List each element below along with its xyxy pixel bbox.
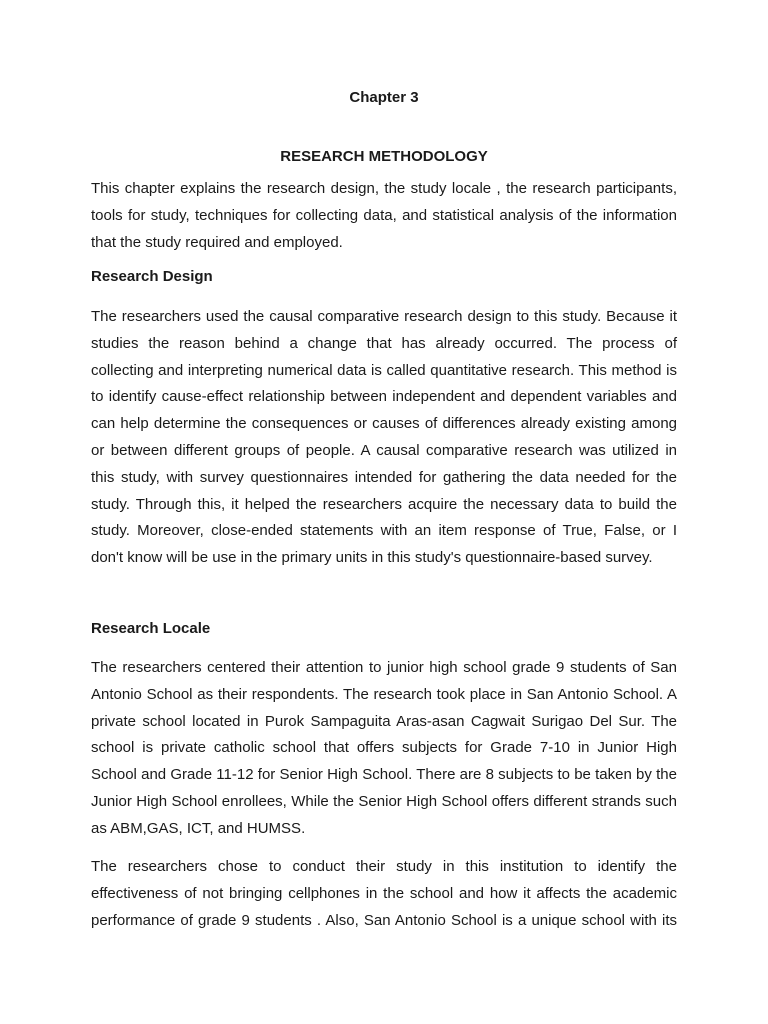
text-line: tools for study, techniques for collecting data, and statistical analysis of the information bbox=[91, 206, 677, 224]
text-line: School and Grade 11-12 for Senior High School. There are 8 subjects to be taken by the bbox=[91, 766, 677, 784]
page-title: RESEARCH METHODOLOGY bbox=[280, 148, 488, 165]
research-locale-paragraph bbox=[91, 655, 677, 843]
text-line: The researchers used the causal comparative research design to this study. Because it bbox=[91, 308, 677, 325]
text-line: don't know will be use in the primary units in this study's questionnaire-based survey. bbox=[91, 549, 653, 567]
text-line: Junior High School enrollees, While the Senior High School offers different strands such bbox=[91, 792, 677, 810]
text-line: study. Moreover, close-ended statements with an item response of True, False, or I bbox=[91, 522, 677, 540]
text-line: effectiveness of not bringing cellphones in the school and how it affects the academic bbox=[91, 884, 677, 902]
text-line: school is private catholic school that offers subjects for Grade 7-10 in Junior High bbox=[91, 739, 677, 757]
text-line: or between different groups of people. A causal comparative research was utilized in bbox=[91, 441, 677, 459]
text-line: collecting and interpreting numerical data is called quantitative research. This method is bbox=[91, 361, 677, 379]
text-line: that the study required and employed. bbox=[91, 233, 343, 251]
text-line: Antonio School as their respondents. The research took place in San Antonio School. A bbox=[91, 685, 677, 703]
research-design-heading: Research Design bbox=[91, 268, 213, 285]
research-locale-paragraph-2 bbox=[91, 854, 677, 934]
research-locale-heading: Research Locale bbox=[91, 620, 211, 637]
text-line: study. Through this, it helped the researchers acquire the necessary data to build the bbox=[91, 495, 677, 513]
text-line: studies the reason behind a change that has already occurred. The process of bbox=[91, 334, 677, 352]
text-line: this study, with survey questionnaires intended for gathering the data needed for the bbox=[91, 468, 677, 486]
text-line: performance of grade 9 students . Also, San Antonio School is a unique school with its bbox=[91, 911, 677, 929]
text-line: This chapter explains the research design, the study locale , the research participants, bbox=[91, 180, 677, 197]
text-line: as ABM,GAS, ICT, and HUMSS. bbox=[91, 819, 306, 837]
text-line: can help determine the consequences or causes of differences already existing among bbox=[91, 415, 677, 433]
research-design-paragraph bbox=[91, 304, 677, 572]
text-line: private school located in Purok Sampaguita Aras-asan Cagwait Surigao Del Sur. The bbox=[91, 712, 677, 730]
intro-paragraph bbox=[91, 176, 677, 256]
text-line: The researchers centered their attention to junior high school grade 9 students of San bbox=[91, 659, 677, 676]
text-line: to identify cause-effect relationship between independent and dependent variables and bbox=[91, 388, 677, 406]
chapter-label: Chapter 3 bbox=[349, 89, 419, 106]
text-line: The researchers chose to conduct their study in this institution to identify the bbox=[91, 858, 677, 875]
